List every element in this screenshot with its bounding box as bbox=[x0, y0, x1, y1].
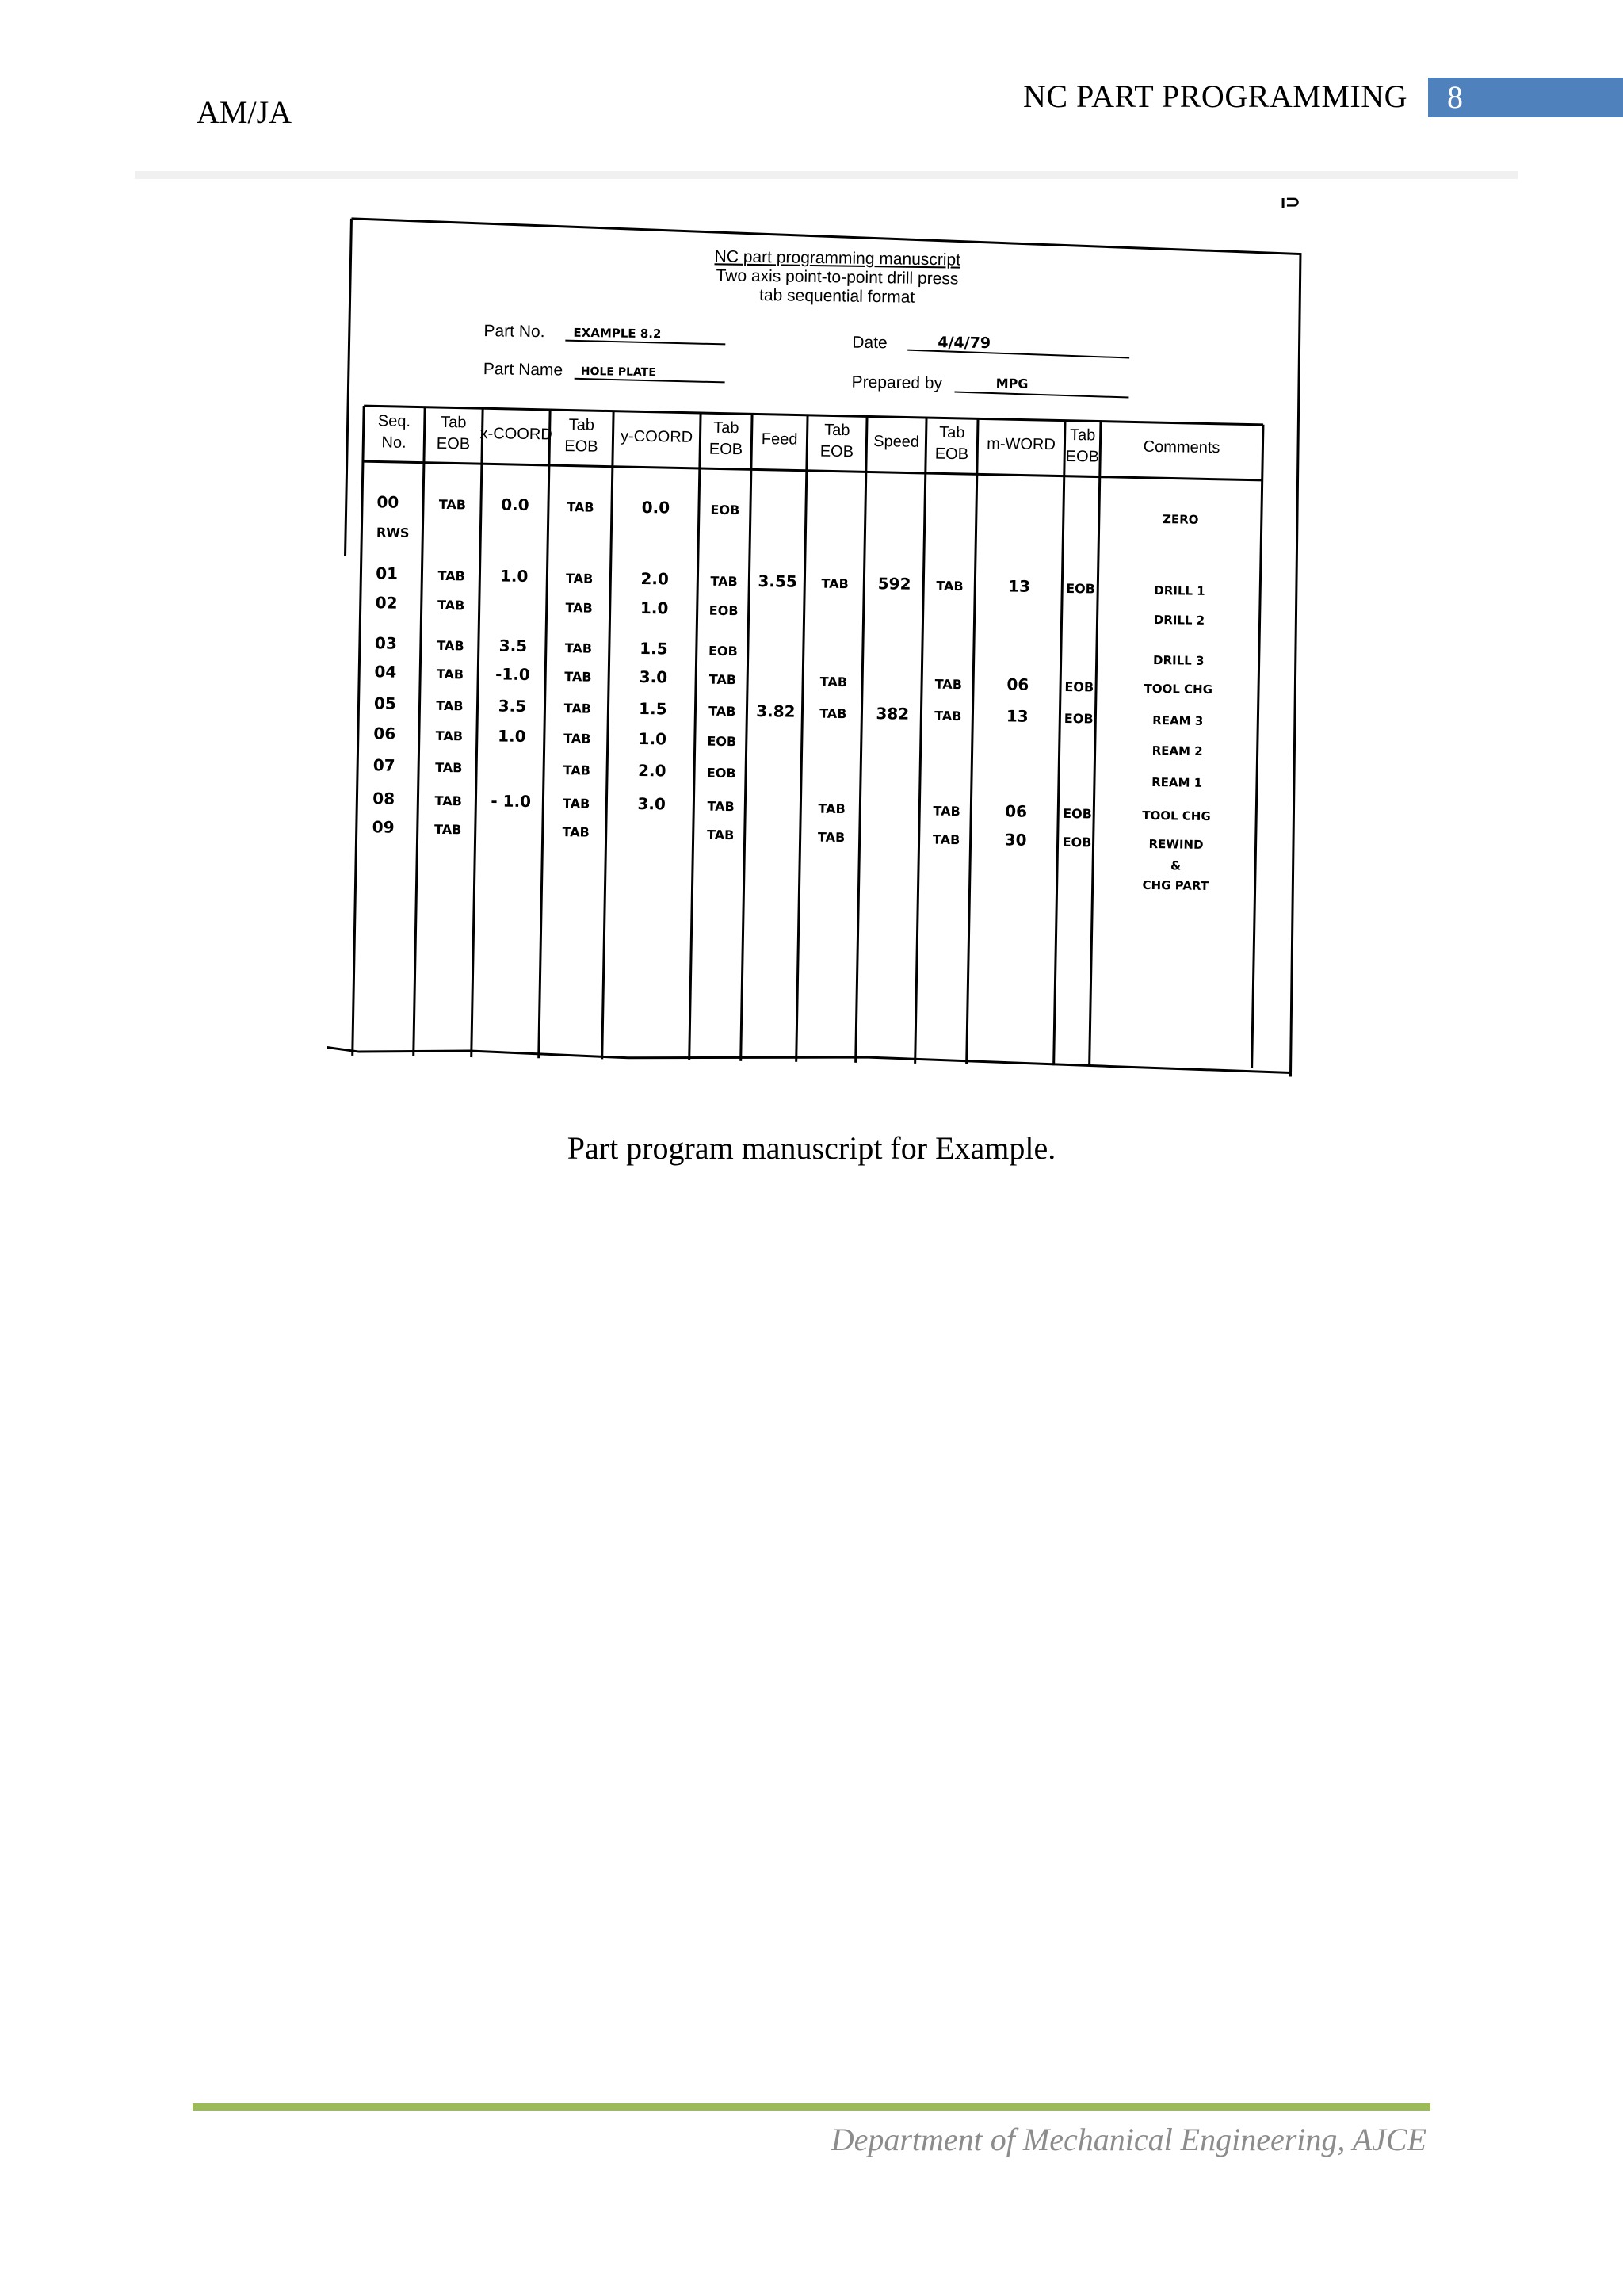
table-cell: TAB bbox=[438, 496, 467, 513]
table-cell: REAM 2 bbox=[1151, 743, 1203, 758]
table-cell: TAB bbox=[817, 829, 846, 846]
table-cell: TAB bbox=[819, 674, 848, 690]
table-cell: RWS bbox=[376, 525, 410, 541]
table-cell: 07 bbox=[372, 755, 395, 775]
table-cell: TAB bbox=[565, 571, 594, 586]
table-cell: TAB bbox=[821, 575, 849, 592]
table-cell: CHG PART bbox=[1142, 877, 1209, 894]
column-header-sub: No. bbox=[381, 434, 407, 452]
table-cell: 382 bbox=[876, 704, 910, 724]
table-cell: EOB bbox=[706, 765, 736, 781]
table-column-line bbox=[472, 408, 483, 1057]
table-cell: 1.0 bbox=[638, 728, 667, 749]
column-header: Tab bbox=[441, 413, 467, 432]
table-cell: 1.0 bbox=[497, 726, 526, 746]
table-cell: EOB bbox=[708, 602, 739, 619]
table-bottom-edge bbox=[327, 1048, 1291, 1073]
footer-department: Department of Mechanical Engineering, AJCE bbox=[831, 2122, 1426, 2157]
column-header: y-COORD bbox=[620, 427, 693, 446]
table-cell: REAM 3 bbox=[1152, 713, 1204, 728]
column-header-sub: EOB bbox=[934, 445, 969, 464]
table-cell: TAB bbox=[567, 499, 594, 515]
column-header-sub: EOB bbox=[564, 437, 598, 456]
table-cell: 09 bbox=[372, 817, 395, 837]
table-cell: TAB bbox=[564, 669, 592, 685]
table-cell: TAB bbox=[933, 803, 960, 819]
table-cell: 04 bbox=[374, 662, 397, 682]
table-cell: 06 bbox=[1005, 801, 1028, 821]
table-cell: 08 bbox=[372, 789, 395, 808]
table-column-line bbox=[689, 413, 701, 1060]
column-header: x-COORD bbox=[479, 425, 552, 444]
table-cell: TAB bbox=[932, 831, 960, 848]
manuscript-figure bbox=[317, 190, 1308, 1102]
table-cell: EOB bbox=[1066, 580, 1096, 597]
table-cell: TAB bbox=[564, 640, 593, 656]
table-cell: 05 bbox=[373, 693, 396, 713]
table-cell: TAB bbox=[562, 796, 590, 812]
table-cell: EOB bbox=[1064, 710, 1094, 727]
table-cell: 1.5 bbox=[640, 638, 668, 659]
table-cell: 30 bbox=[1004, 830, 1027, 850]
table-cell: 1.0 bbox=[499, 566, 529, 586]
table-cell: TAB bbox=[436, 697, 464, 714]
table-cell: & bbox=[1170, 858, 1182, 873]
table-cell: TAB bbox=[707, 798, 735, 815]
table-column-line bbox=[915, 418, 926, 1064]
table-cell: TAB bbox=[563, 701, 592, 716]
table-cell: -1.0 bbox=[495, 664, 530, 685]
table-cell: TAB bbox=[818, 800, 846, 817]
table-cell: 06 bbox=[373, 724, 396, 743]
table-cell: 3.55 bbox=[758, 571, 797, 591]
table-cell: TAB bbox=[563, 731, 591, 747]
table-cell: 0.0 bbox=[501, 495, 529, 514]
form-left-border bbox=[346, 219, 352, 556]
table-cell: 1.5 bbox=[638, 698, 667, 719]
footer-rule bbox=[193, 2103, 1430, 2111]
column-header-sub: EOB bbox=[436, 434, 471, 453]
table-cell: 06 bbox=[1006, 674, 1029, 694]
table-column-line bbox=[741, 414, 752, 1060]
manuscript-table bbox=[327, 406, 1300, 1073]
column-header: Tab bbox=[568, 416, 595, 434]
part-no-label: Part No. bbox=[483, 322, 545, 342]
table-cell: - 1.0 bbox=[491, 791, 532, 812]
table-cell: TAB bbox=[565, 600, 593, 616]
prepared-by-value: MPG bbox=[995, 376, 1029, 392]
table-cell: TAB bbox=[437, 567, 465, 584]
table-cell: 1.0 bbox=[640, 598, 669, 618]
table-cell: DRILL 2 bbox=[1153, 613, 1205, 628]
table-cell: EOB bbox=[707, 733, 737, 750]
table-column-line bbox=[353, 406, 364, 1056]
table-cell: 3.5 bbox=[498, 636, 528, 655]
table-cell: TAB bbox=[936, 578, 964, 594]
figure-caption: Part program manuscript for Example. bbox=[567, 1130, 1056, 1166]
table-cell: 02 bbox=[375, 593, 398, 613]
column-header-sub: EOB bbox=[819, 442, 854, 461]
table-cell: 13 bbox=[1007, 576, 1031, 596]
prepared-by-label: Prepared by bbox=[851, 372, 943, 393]
manuscript-table-cells bbox=[372, 492, 1215, 893]
date-value: 4/4/79 bbox=[938, 334, 991, 353]
table-cell: DRILL 1 bbox=[1154, 583, 1205, 598]
table-cell: 03 bbox=[374, 633, 398, 653]
figure-title-2: Two axis point-to-point drill press bbox=[716, 266, 959, 288]
table-cell: EOB bbox=[1062, 834, 1092, 850]
table-cell: 01 bbox=[376, 563, 399, 583]
part-no-value: EXAMPLE 8.2 bbox=[573, 325, 662, 342]
table-cell: TAB bbox=[436, 666, 464, 682]
table-column-line bbox=[602, 411, 613, 1060]
table-cell: 00 bbox=[376, 492, 399, 512]
column-header: Tab bbox=[1069, 426, 1096, 445]
table-cell: 3.0 bbox=[639, 667, 668, 687]
table-column-line bbox=[1090, 422, 1101, 1066]
table-cell: TAB bbox=[710, 573, 738, 590]
table-cell: TAB bbox=[934, 676, 963, 693]
part-name-value: HOLE PLATE bbox=[580, 365, 656, 380]
column-header: Tab bbox=[824, 421, 850, 440]
column-header: Seq. bbox=[377, 412, 411, 430]
table-cell: EOB bbox=[710, 502, 740, 518]
table-cell: 3.0 bbox=[637, 793, 666, 814]
table-column-line bbox=[796, 415, 808, 1062]
table-cell: 2.0 bbox=[637, 760, 666, 781]
column-header: Tab bbox=[938, 423, 965, 442]
table-cell: TAB bbox=[434, 793, 462, 809]
figure-title-1: NC part programming manuscript bbox=[714, 247, 961, 269]
table-cell: TAB bbox=[435, 728, 464, 744]
table-cell: TAB bbox=[433, 821, 462, 838]
table-cell: TAB bbox=[708, 671, 737, 688]
table-cell: TAB bbox=[819, 705, 847, 722]
figure-title-3: tab sequential format bbox=[758, 286, 915, 307]
column-header: Speed bbox=[873, 433, 920, 451]
column-header: Feed bbox=[761, 430, 798, 449]
table-cell: TAB bbox=[435, 759, 463, 776]
table-cell: TAB bbox=[563, 762, 591, 778]
form-border bbox=[340, 219, 1303, 1077]
table-cell: EOB bbox=[1064, 678, 1094, 695]
table-header-line bbox=[363, 461, 1262, 480]
table-top-line bbox=[364, 406, 1263, 425]
table-column-line bbox=[414, 407, 425, 1056]
table-cell: TAB bbox=[437, 637, 464, 654]
table-cell: TOOL CHG bbox=[1144, 681, 1213, 697]
table-cell: DRILL 3 bbox=[1152, 653, 1205, 668]
table-column-line bbox=[539, 410, 550, 1058]
header-author: AM/JA bbox=[197, 94, 292, 130]
table-column-line bbox=[1252, 425, 1263, 1068]
table-column-line bbox=[967, 419, 978, 1064]
table-cell: REAM 1 bbox=[1151, 774, 1203, 790]
table-cell: EOB bbox=[1063, 805, 1093, 822]
table-cell: 3.82 bbox=[756, 701, 796, 721]
column-header: Tab bbox=[713, 418, 739, 437]
table-cell: TAB bbox=[708, 703, 736, 720]
table-cell: 2.0 bbox=[640, 568, 670, 589]
part-name-label: Part Name bbox=[483, 360, 563, 380]
table-cell: TOOL CHG bbox=[1142, 808, 1211, 824]
table-cell: 3.5 bbox=[498, 696, 527, 716]
column-header-sub: EOB bbox=[708, 440, 743, 459]
table-cell: TAB bbox=[934, 708, 962, 724]
table-cell: 592 bbox=[877, 574, 911, 594]
table-cell: TAB bbox=[437, 597, 465, 613]
scan-corner-mark: ı⊃ bbox=[1281, 192, 1300, 212]
header-rule bbox=[135, 171, 1518, 179]
table-cell: TAB bbox=[706, 827, 735, 843]
column-header-sub: EOB bbox=[1065, 447, 1100, 466]
table-cell: TAB bbox=[562, 824, 590, 840]
table-column-line bbox=[1054, 421, 1065, 1065]
table-cell: ZERO bbox=[1162, 512, 1199, 527]
column-header: m-WORD bbox=[987, 435, 1056, 454]
table-cell: 0.0 bbox=[641, 497, 670, 518]
table-cell: EOB bbox=[708, 643, 738, 659]
column-header: Comments bbox=[1143, 437, 1220, 457]
header-title: NC PART PROGRAMMING bbox=[1022, 78, 1407, 114]
date-label: Date bbox=[852, 333, 888, 353]
table-cell: REWIND bbox=[1148, 836, 1204, 852]
table-cell: 13 bbox=[1006, 706, 1029, 726]
page-number: 8 bbox=[1428, 78, 1623, 117]
table-column-line bbox=[856, 417, 867, 1063]
